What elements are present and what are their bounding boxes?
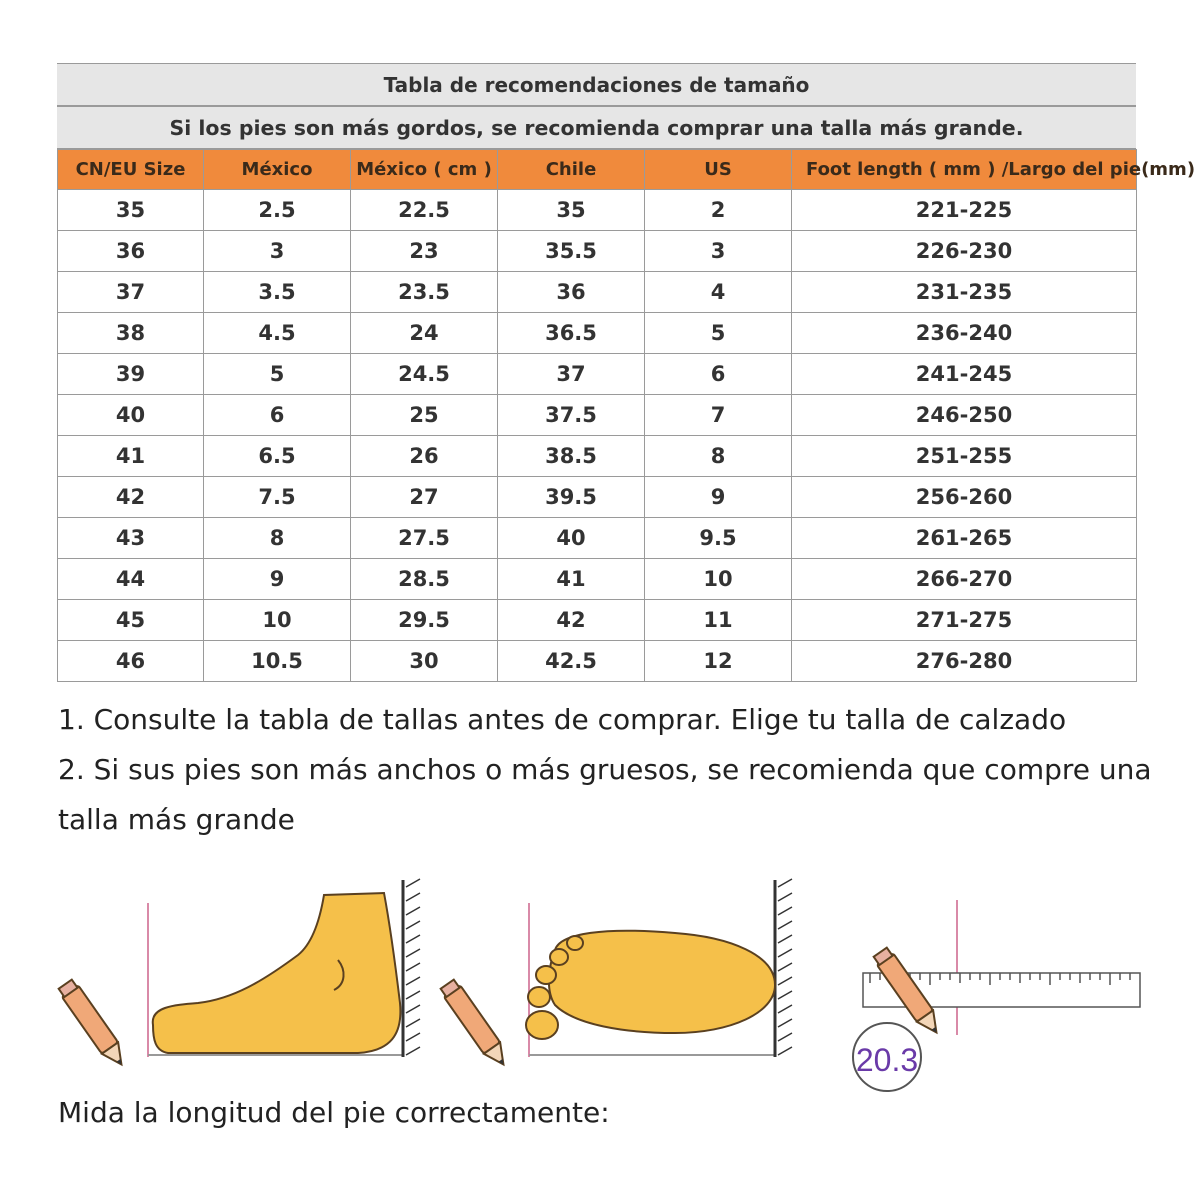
foot-length-cell: 276-280 — [792, 641, 1137, 682]
table-row — [58, 395, 1137, 436]
mexico-cm-cell: 28.5 — [351, 559, 498, 600]
foot-length-cell: 251-255 — [792, 436, 1137, 477]
foot-top-figure — [445, 875, 825, 1065]
chile-cell: 40 — [498, 518, 645, 559]
foot-length-cell: 261-265 — [792, 518, 1137, 559]
wall-icon — [403, 879, 420, 1057]
foot-length-cell: 266-270 — [792, 559, 1137, 600]
us-cell: 11 — [645, 600, 792, 641]
cn-eu-cell: 41 — [58, 436, 204, 477]
table-row — [58, 190, 1137, 231]
ruler-figure — [845, 875, 1140, 1078]
table-subtitle: Si los pies son más gordos, se recomienda comprar una talla más grande. — [57, 106, 1136, 149]
mexico-cell: 6.5 — [204, 436, 351, 477]
chile-cell: 41 — [498, 559, 645, 600]
pencil-icon — [57, 978, 130, 1070]
foot-side-figure — [58, 875, 438, 1065]
note-line-1: 1. Consulte la tabla de tallas antes de comprar. Elige tu talla de calzado — [58, 703, 1067, 736]
cn-eu-cell: 40 — [58, 395, 204, 436]
cn-eu-cell: 37 — [58, 272, 204, 313]
mexico-cm-cell: 23 — [351, 231, 498, 272]
cn-eu-cell: 38 — [58, 313, 204, 354]
chile-cell: 39.5 — [498, 477, 645, 518]
foot-length-cell: 256-260 — [792, 477, 1137, 518]
mexico-cm-cell: 27.5 — [351, 518, 498, 559]
mexico-cell: 4.5 — [204, 313, 351, 354]
mexico-cm-cell: 24.5 — [351, 354, 498, 395]
foot-length-cell: 226-230 — [792, 231, 1137, 272]
column-header-foot-length: Foot length ( mm ) /Largo del pie(mm) — [792, 150, 1137, 190]
table-row — [58, 559, 1137, 600]
foot-side-icon — [153, 893, 401, 1053]
mexico-cell: 3.5 — [204, 272, 351, 313]
foot-length-cell: 246-250 — [792, 395, 1137, 436]
us-cell: 9 — [645, 477, 792, 518]
table-row — [58, 641, 1137, 682]
cn-eu-cell: 44 — [58, 559, 204, 600]
us-cell: 4 — [645, 272, 792, 313]
wall-icon — [775, 879, 792, 1057]
foot-top-icon — [526, 931, 775, 1039]
chile-cell: 36.5 — [498, 313, 645, 354]
foot-length-cell: 271-275 — [792, 600, 1137, 641]
measure-caption: Mida la longitud del pie correctamente: — [58, 1096, 610, 1129]
chile-cell: 37.5 — [498, 395, 645, 436]
table-row — [58, 436, 1137, 477]
cn-eu-cell: 42 — [58, 477, 204, 518]
cn-eu-cell: 36 — [58, 231, 204, 272]
chile-cell: 38.5 — [498, 436, 645, 477]
cn-eu-cell: 39 — [58, 354, 204, 395]
us-cell: 3 — [645, 231, 792, 272]
cn-eu-cell: 46 — [58, 641, 204, 682]
us-cell: 7 — [645, 395, 792, 436]
size-grid — [57, 149, 1196, 682]
mexico-cm-cell: 26 — [351, 436, 498, 477]
table-row — [58, 477, 1137, 518]
cn-eu-cell: 43 — [58, 518, 204, 559]
column-header-mexico-cm: México ( cm ) — [351, 150, 498, 190]
chile-cell: 42 — [498, 600, 645, 641]
table-row — [58, 231, 1137, 272]
chile-cell: 36 — [498, 272, 645, 313]
mexico-cm-cell: 22.5 — [351, 190, 498, 231]
column-header-cn-eu: CN/EU Size — [58, 150, 204, 190]
mexico-cell: 8 — [204, 518, 351, 559]
mexico-cm-cell: 23.5 — [351, 272, 498, 313]
us-cell: 8 — [645, 436, 792, 477]
size-table — [57, 63, 1196, 683]
mexico-cm-cell: 30 — [351, 641, 498, 682]
mexico-cell: 7.5 — [204, 477, 351, 518]
table-row — [58, 313, 1137, 354]
foot-length-cell: 236-240 — [792, 313, 1137, 354]
mexico-cm-cell: 24 — [351, 313, 498, 354]
us-cell: 5 — [645, 313, 792, 354]
table-row — [58, 600, 1137, 641]
pencil-icon — [439, 978, 512, 1070]
column-header-mexico: México — [204, 150, 351, 190]
mexico-cell: 2.5 — [204, 190, 351, 231]
us-cell: 10 — [645, 559, 792, 600]
chile-cell: 37 — [498, 354, 645, 395]
column-header-us: US — [645, 150, 792, 190]
mexico-cell: 10 — [204, 600, 351, 641]
mexico-cm-cell: 27 — [351, 477, 498, 518]
table-row — [58, 272, 1137, 313]
chile-cell: 35 — [498, 190, 645, 231]
cn-eu-cell: 35 — [58, 190, 204, 231]
header-row — [58, 150, 1137, 190]
size-rows — [58, 190, 1137, 682]
note-line-2: 2. Si sus pies son más anchos o más gruesos, se recomienda que compre una — [58, 753, 1152, 786]
foot-length-cell: 241-245 — [792, 354, 1137, 395]
note-line-3: talla más grande — [58, 803, 295, 836]
us-cell: 6 — [645, 354, 792, 395]
us-cell: 12 — [645, 641, 792, 682]
mexico-cell: 9 — [204, 559, 351, 600]
mexico-cm-cell: 25 — [351, 395, 498, 436]
foot-length-cell: 221-225 — [792, 190, 1137, 231]
us-cell: 9.5 — [645, 518, 792, 559]
us-cell: 2 — [645, 190, 792, 231]
table-title: Tabla de recomendaciones de tamaño — [57, 63, 1136, 106]
foot-length-cell: 231-235 — [792, 272, 1137, 313]
chile-cell: 42.5 — [498, 641, 645, 682]
cn-eu-cell: 45 — [58, 600, 204, 641]
table-row — [58, 518, 1137, 559]
column-header-chile: Chile — [498, 150, 645, 190]
chile-cell: 35.5 — [498, 231, 645, 272]
mexico-cell: 6 — [204, 395, 351, 436]
mexico-cm-cell: 29.5 — [351, 600, 498, 641]
mexico-cell: 10.5 — [204, 641, 351, 682]
measure-reading: 20.3 — [855, 1042, 919, 1078]
table-row — [58, 354, 1137, 395]
mexico-cell: 5 — [204, 354, 351, 395]
mexico-cell: 3 — [204, 231, 351, 272]
